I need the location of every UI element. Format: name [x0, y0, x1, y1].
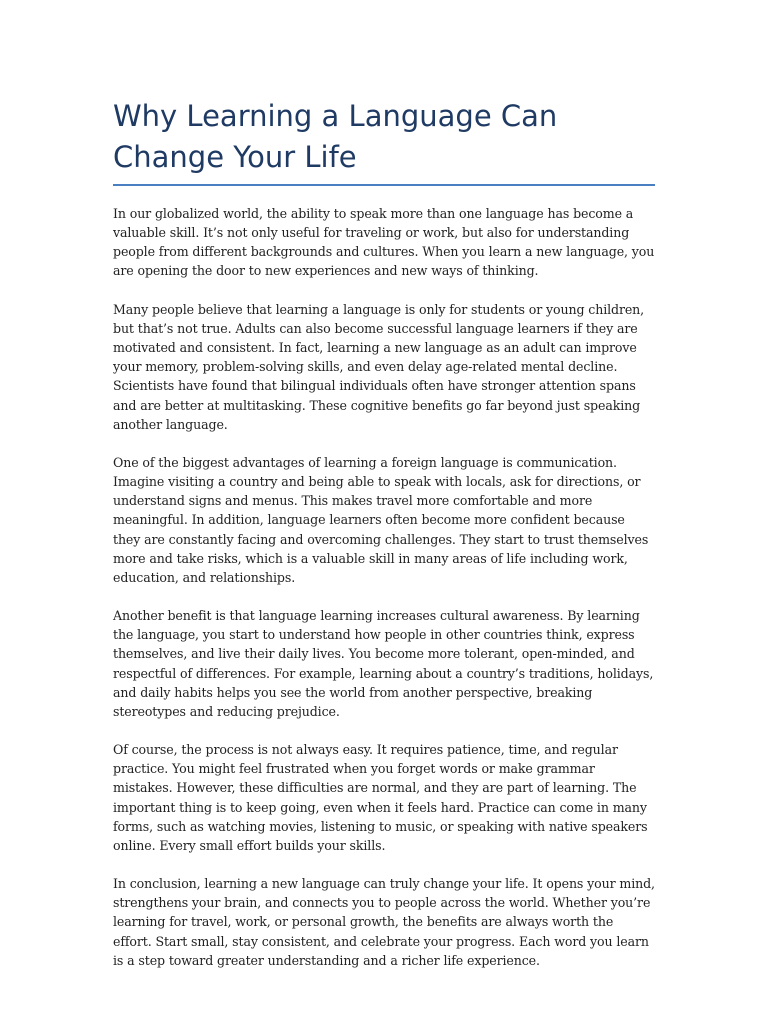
paragraph-adult-learners: Many people believe that learning a language is only for students or young children, but that’s not true. Adults can also become successful language learners if they are motivated and consistent. In fact, learning a new language as an adult can improve your memory, problem-solving skills, and even delay age-related mental decline. Scientists have found that bilingual individuals often have stronger attention spans and are better at multitasking. These cognitive benefits go far beyond just speaking another language.	[113, 301, 645, 432]
paragraph-intro: In our globalized world, the ability to speak more than one language has become a valuable skill. It’s not only useful for traveling or work, but also for understanding people from different backgrounds and cultures. When you learn a new language, you are opening the door to new experiences and new ways of thinking.	[113, 206, 655, 279]
document-page	[113, 96, 655, 989]
title-divider	[113, 184, 655, 186]
paragraph-communication: One of the biggest advantages of learning a foreign language is communication. Imagine visiting a country and being able to speak with locals, ask for directions, or understand signs and menus. This makes travel more comfortable and more meaningful. In addition, language learners often become more confident because they are constantly facing and overcoming challenges. They start to trust themselves more and take risks, which is a valuable skill in many areas of life including work, education, and relationships.	[113, 454, 649, 585]
paragraph-challenges: Of course, the process is not always easy. It requires patience, time, and regular practice. You might feel frustrated when you forget words or make grammar mistakes. However, these difficulties are normal, and they are part of learning. The important thing is to keep going, even when it feels hard. Practice can come in many forms, such as watching movies, listening to music, or speaking with native speakers online. Every small effort builds your skills.	[113, 742, 648, 853]
paragraph-cultural-awareness: Another benefit is that language learning increases cultural awareness. By learning the language, you start to understand how people in other countries think, express themselves, and live their daily lives. You become more tolerant, open-minded, and respectful of differences. For example, learning about a country’s traditions, holidays, and daily habits helps you see the world from another perspective, breaking stereotypes and reducing prejudice.	[113, 608, 654, 719]
document-title: Why Learning a Language Can Change Your Life	[113, 99, 558, 174]
paragraph-conclusion: In conclusion, learning a new language can truly change your life. It opens your mind, strengthens your brain, and connects you to people across the world. Whether you’re learning for travel, work, or personal growth, the benefits are always worth the effort. Start small, stay consistent, and celebrate your progress. Each word you learn is a step toward greater understanding and a richer life experience.	[113, 876, 655, 968]
